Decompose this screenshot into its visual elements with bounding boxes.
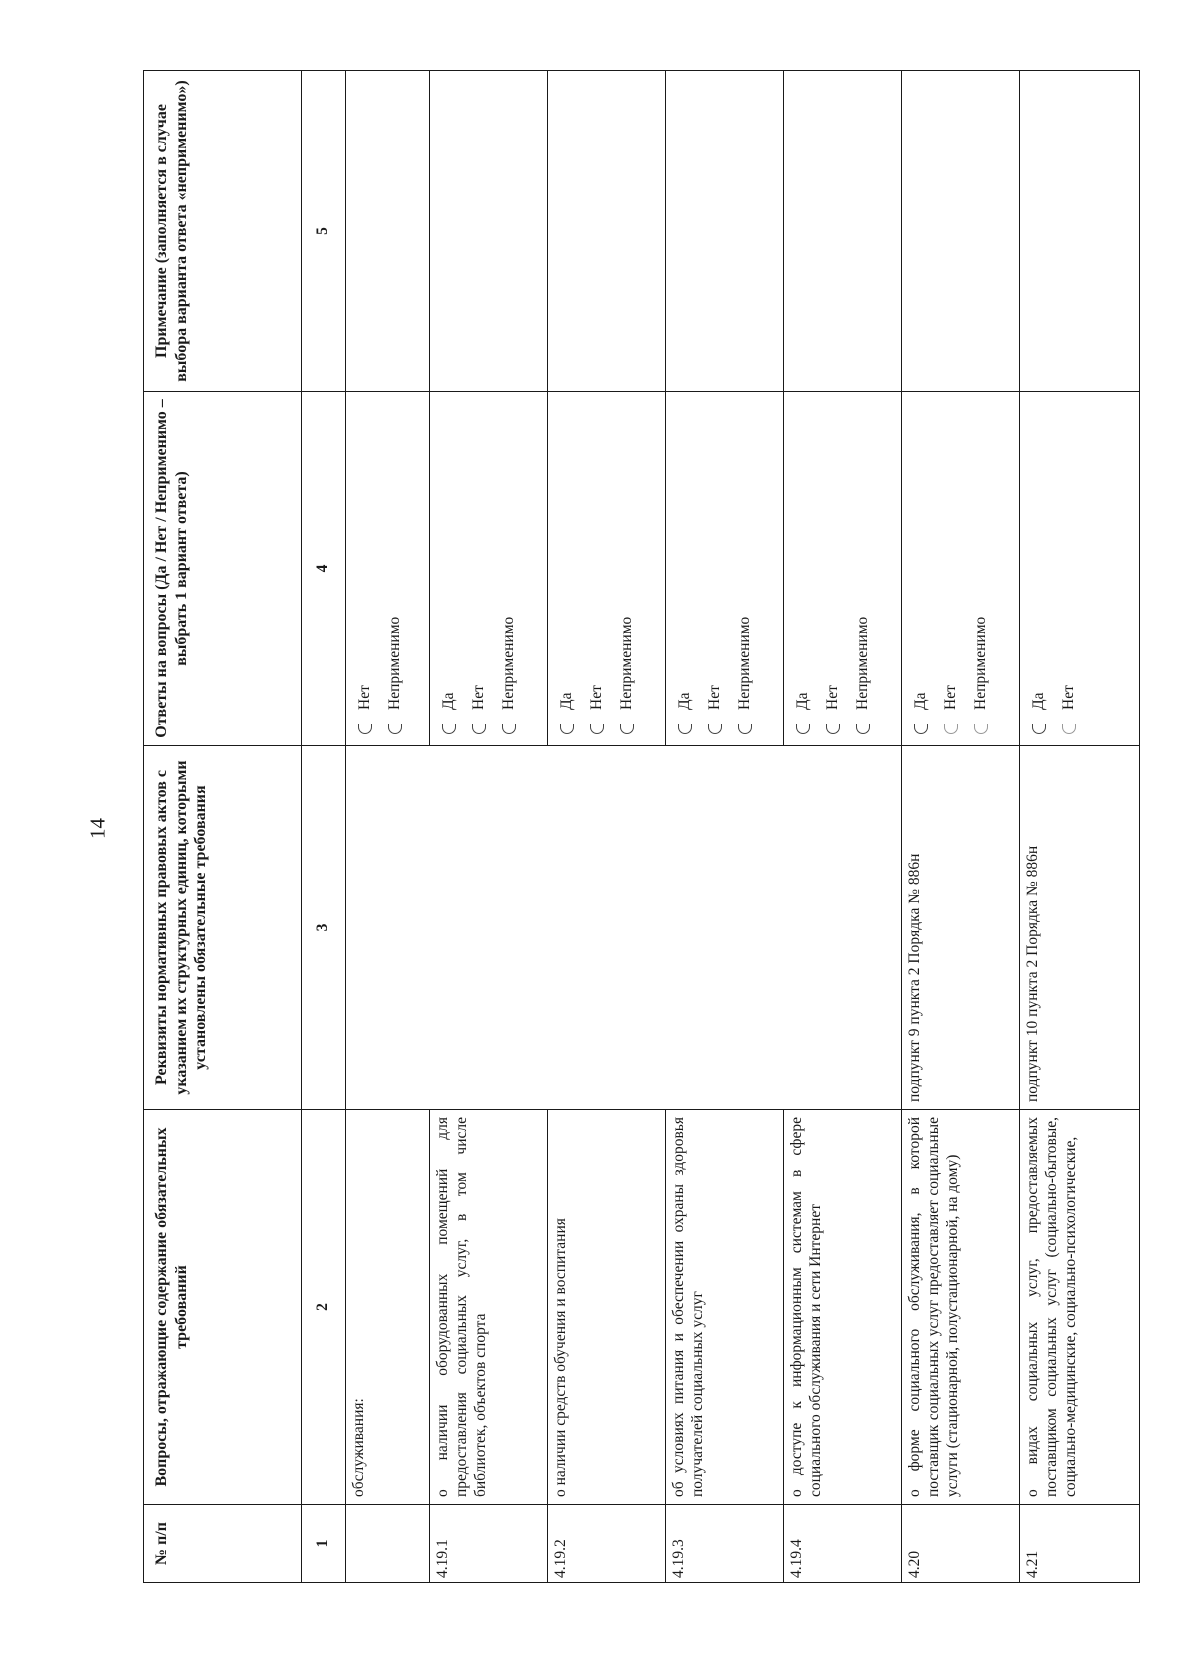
radio-button-icon[interactable]: [442, 724, 456, 734]
radio-button-icon[interactable]: [944, 724, 958, 734]
row-number: 4.19.4: [784, 1505, 902, 1583]
header-row: [144, 71, 302, 1583]
radio-button-icon[interactable]: [1062, 724, 1076, 734]
row-number: 4.20: [902, 1505, 1020, 1583]
row-number: 4.19.3: [666, 1505, 784, 1583]
answer-option[interactable]: Нет: [1054, 399, 1084, 738]
header-num: № п/п: [144, 1505, 302, 1583]
radio-button-icon[interactable]: [590, 724, 604, 734]
radio-button-icon[interactable]: [472, 724, 486, 734]
column-number: 1: [302, 1505, 346, 1583]
table-row: [1020, 71, 1140, 1583]
row-question: обслуживания:: [346, 1110, 430, 1505]
row-question: о доступе к информационным системам в сфере социального обслуживания и сети Интернет: [784, 1110, 902, 1505]
answer-options: [430, 392, 548, 746]
radio-button-icon[interactable]: [560, 724, 574, 734]
header-question: Вопросы, отражающие содержание обязательных требований: [144, 1110, 302, 1505]
answer-option[interactable]: Да: [1024, 399, 1054, 738]
radio-button-icon[interactable]: [796, 724, 810, 734]
row-requisite: подпункт 10 пункта 2 Порядка № 886н: [1020, 746, 1140, 1110]
row-note[interactable]: [346, 71, 430, 392]
answer-option[interactable]: Нет: [464, 399, 494, 738]
radio-button-icon[interactable]: [826, 724, 840, 734]
answer-option[interactable]: Да: [788, 399, 818, 738]
column-number: 2: [302, 1110, 346, 1505]
row-note[interactable]: [666, 71, 784, 392]
row-number: [346, 1505, 430, 1583]
answer-options: [548, 392, 666, 746]
column-number: 3: [302, 746, 346, 1110]
answer-option[interactable]: Неприменимо: [848, 399, 878, 738]
radio-button-icon[interactable]: [914, 724, 928, 734]
answer-options: [346, 392, 430, 746]
answer-option[interactable]: Неприменимо: [966, 399, 996, 738]
row-question: о наличии средств обучения и воспитания: [548, 1110, 666, 1505]
radio-button-icon[interactable]: [1032, 724, 1046, 734]
answer-option[interactable]: Неприменимо: [612, 399, 642, 738]
answer-option[interactable]: Нет: [582, 399, 612, 738]
radio-button-icon[interactable]: [974, 724, 988, 734]
radio-button-icon[interactable]: [502, 724, 516, 734]
page-number: 14: [85, 818, 110, 839]
row-note[interactable]: [1020, 71, 1140, 392]
answer-options: [1020, 392, 1140, 746]
answer-option[interactable]: Да: [552, 399, 582, 738]
radio-button-icon[interactable]: [708, 724, 722, 734]
radio-button-icon[interactable]: [620, 724, 634, 734]
row-question: о видах социальных услуг, предоставляемых поставщиком социальных услуг (социально-бытовые, социально-медицинские, социально-психологические,: [1020, 1110, 1140, 1505]
answer-options: [902, 392, 1020, 746]
answer-options: [666, 392, 784, 746]
row-note[interactable]: [902, 71, 1020, 392]
column-number: 5: [302, 71, 346, 392]
row-number: 4.19.1: [430, 1505, 548, 1583]
answer-options: [784, 392, 902, 746]
rotated-page-content: [143, 71, 1103, 1583]
row-question: об условиях питания и обеспечении охраны здоровья получателей социальных услуг: [666, 1110, 784, 1505]
column-number: 4: [302, 392, 346, 746]
radio-button-icon[interactable]: [678, 724, 692, 734]
table-row: [346, 71, 430, 1583]
header-requisites: Реквизиты нормативных правовых актов с указанием их структурных единиц, которыми установлены обязательные требования: [144, 746, 302, 1110]
requirements-table: [143, 70, 1140, 1583]
header-answers: Ответы на вопросы (Да / Нет / Неприменимо – выбрать 1 вариант ответа): [144, 392, 302, 746]
row-number: 4.21: [1020, 1505, 1140, 1583]
radio-button-icon[interactable]: [358, 724, 372, 734]
row-note[interactable]: [784, 71, 902, 392]
answer-option[interactable]: Да: [434, 399, 464, 738]
row-question: о форме социального обслуживания, в которой поставщик социальных услуг предоставляет социальные услуги (стационарной, полустационарной, на дому): [902, 1110, 1020, 1505]
row-note[interactable]: [430, 71, 548, 392]
table-row: [902, 71, 1020, 1583]
row-note[interactable]: [548, 71, 666, 392]
radio-button-icon[interactable]: [856, 724, 870, 734]
header-note: Примечание (заполняется в случае выбора варианта ответа «неприменимо»): [144, 71, 302, 392]
answer-option[interactable]: Нет: [818, 399, 848, 738]
answer-option[interactable]: Нет: [936, 399, 966, 738]
row-question: о наличии оборудованных помещений для предоставления социальных услуг, в том числе библиотек, объектов спорта: [430, 1110, 548, 1505]
column-number-row: [302, 71, 346, 1583]
row-requisite: подпункт 9 пункта 2 Порядка № 886н: [902, 746, 1020, 1110]
row-requisite: [346, 746, 902, 1110]
radio-button-icon[interactable]: [388, 724, 402, 734]
answer-option[interactable]: Неприменимо: [730, 399, 760, 738]
row-number: 4.19.2: [548, 1505, 666, 1583]
answer-option[interactable]: Да: [906, 399, 936, 738]
answer-option[interactable]: Да: [670, 399, 700, 738]
answer-option[interactable]: Нет: [350, 399, 380, 738]
answer-option[interactable]: Неприменимо: [380, 399, 410, 738]
radio-button-icon[interactable]: [738, 724, 752, 734]
answer-option[interactable]: Нет: [700, 399, 730, 738]
answer-option[interactable]: Неприменимо: [494, 399, 524, 738]
